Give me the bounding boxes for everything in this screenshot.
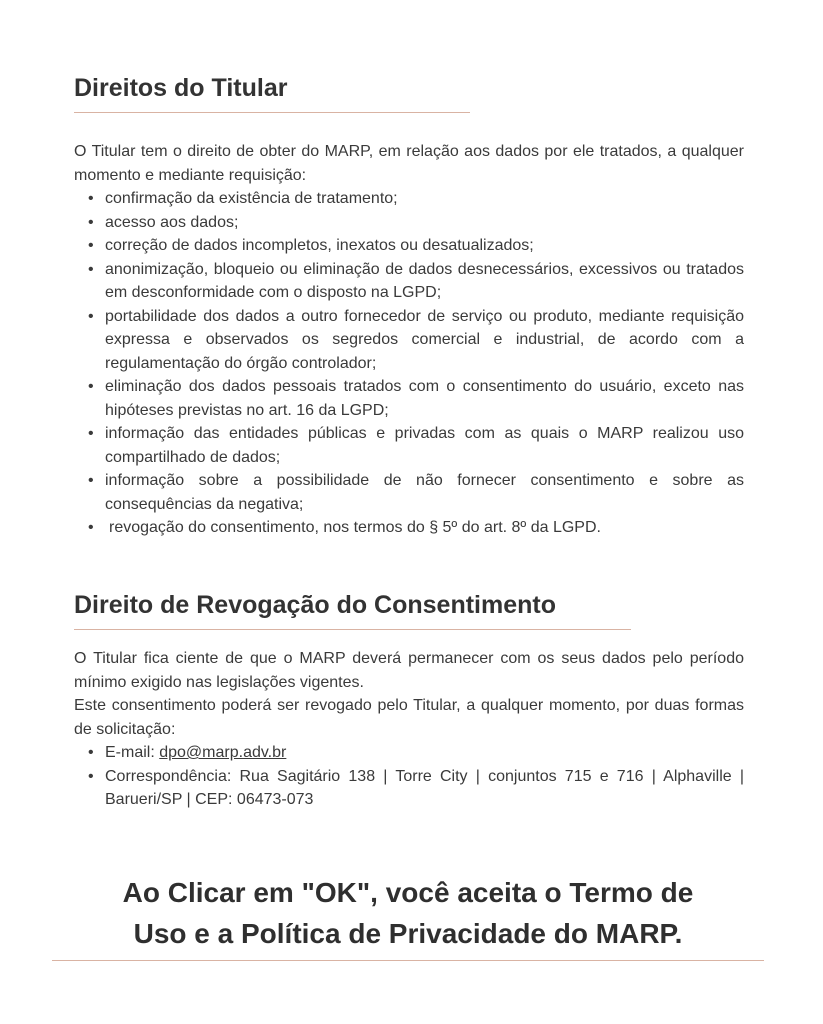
bullet-icon: • xyxy=(88,378,94,395)
rights-list xyxy=(74,187,744,540)
bullet-icon: • xyxy=(88,213,94,231)
bullet-icon: • xyxy=(88,190,94,207)
list-item: • eliminação dos dados pessoais tratados com o consentimento do usuário, exceto nas hipóteses previstas no art. 16 da LGPD; xyxy=(74,375,744,422)
retention-paragraph: O Titular fica ciente de que o MARP deverá permanecer com os seus dados pelo período mínimo exigido nas legislações vigentes. xyxy=(74,650,744,691)
bullet-icon: • xyxy=(88,519,94,536)
consent-notice-line2: Uso e a Política de Privacidade do MARP. xyxy=(133,918,683,949)
bullet-icon: • xyxy=(88,767,94,785)
list-item: • anonimização, bloqueio ou eliminação de dados desnecessários, excessivos ou tratados em desconformidade com o disposto na LGPD; xyxy=(74,258,744,305)
list-item-email: • E-mail: dpo@marp.adv.br xyxy=(74,741,744,765)
bullet-icon: • xyxy=(88,307,94,325)
consent-notice-line1: Ao Clicar em "OK", você aceita o Termo de xyxy=(122,877,694,908)
section-revogacao-consentimento xyxy=(74,590,744,812)
section-title: Direito de Revogação do Consentimento xyxy=(74,591,557,619)
bullet-icon: • xyxy=(88,744,94,761)
section-divider xyxy=(74,629,631,630)
list-item: • revogação do consentimento, nos termos do § 5º do art. 8º da LGPD. xyxy=(74,516,744,540)
list-item: • correção de dados incompletos, inexatos ou desatualizados; xyxy=(74,234,744,258)
contact-list xyxy=(74,741,744,812)
section-divider xyxy=(74,112,470,113)
section-direitos-titular xyxy=(74,73,744,540)
list-item: • portabilidade dos dados a outro fornecedor de serviço ou produto, mediante requisição expressa e observados os segredos comercial e industrial, de acordo com a regulamentação do órgão controlador; xyxy=(74,305,744,376)
list-item: • acesso aos dados; xyxy=(74,211,744,235)
footer-divider xyxy=(52,960,764,961)
bullet-icon: • xyxy=(88,260,94,278)
list-item-mail: • Correspondência: Rua Sagitário 138 | Torre City | conjuntos 715 e 716 | Alphaville | Barueri/SP | CEP: 06473-073 xyxy=(74,765,744,812)
bullet-icon: • xyxy=(88,425,94,442)
list-item: • informação das entidades públicas e privadas com as quais o MARP realizou uso compartilhado de dados; xyxy=(74,422,744,469)
section-title: Direitos do Titular xyxy=(74,74,288,102)
list-item: • confirmação da existência de tratamento; xyxy=(74,187,744,211)
bullet-icon: • xyxy=(88,472,94,489)
revocation-paragraph: Este consentimento poderá ser revogado pelo Titular, a qualquer momento, por duas formas de solicitação: xyxy=(74,697,744,738)
list-item: • informação sobre a possibilidade de não fornecer consentimento e sobre as consequências da negativa; xyxy=(74,469,744,516)
bullet-icon: • xyxy=(88,237,94,254)
email-link[interactable]: dpo@marp.adv.br xyxy=(159,744,287,761)
consent-notice xyxy=(52,872,764,954)
section-intro: O Titular tem o direito de obter do MARP, em relação aos dados por ele tratados, a qualquer momento e mediante requisição: xyxy=(74,143,744,184)
